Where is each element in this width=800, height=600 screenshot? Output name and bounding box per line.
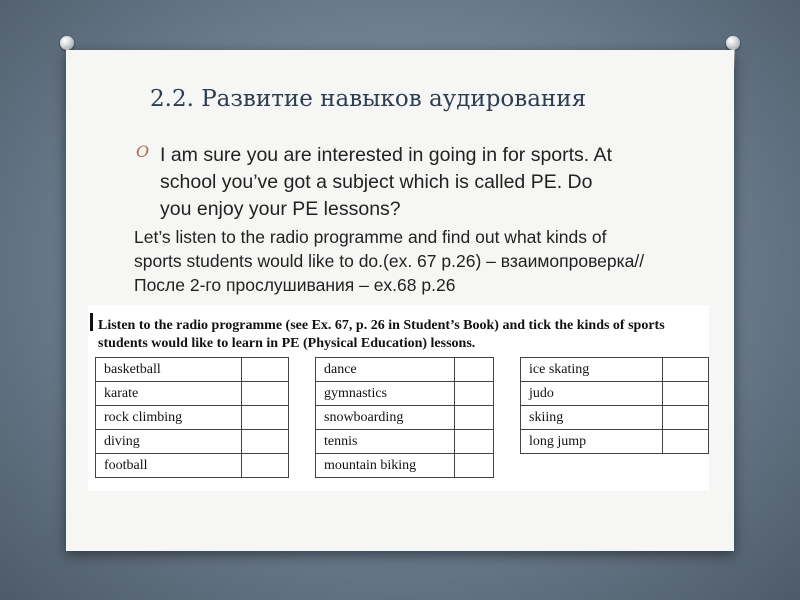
tick-box[interactable] [455, 406, 494, 430]
tick-box[interactable] [242, 382, 289, 406]
tick-box[interactable] [242, 430, 289, 454]
tick-box[interactable] [455, 382, 494, 406]
table-row [521, 430, 709, 454]
task-description: Let’s listen to the radio programme and find out what kinds of sports students would like to do.(ex. 67 p.26) – взаимопроверка// После 2-го прослушивания – ex.68 p.26 [134, 227, 645, 295]
exercise-scan [88, 305, 709, 491]
table-row [96, 358, 289, 382]
tick-box[interactable] [662, 358, 708, 382]
tick-box[interactable] [455, 430, 494, 454]
exercise-instruction: Listen to the radio programme (see Ex. 67, p. 26 in Student’s Book) and tick the kinds of sports students would like to learn in PE (Physical Education) lessons. [98, 318, 665, 351]
sport-name: basketball [96, 358, 242, 382]
sports-table-2 [315, 357, 494, 478]
sports-table-1 [95, 357, 289, 478]
table-row [316, 406, 494, 430]
sport-name: gymnastics [316, 382, 455, 406]
table-row [316, 358, 494, 382]
sport-name: ice skating [521, 358, 663, 382]
table-row [521, 382, 709, 406]
sport-name: snowboarding [316, 406, 455, 430]
table-row [316, 382, 494, 406]
table-row [316, 430, 494, 454]
bullet-text: I am sure you are interested in going in for sports. At school you’ve got a subject which is called PE. Do you enjoy your PE lessons? [160, 144, 612, 220]
sport-name: karate [96, 382, 242, 406]
sport-name: football [96, 454, 242, 478]
tick-box[interactable] [662, 406, 708, 430]
tick-box[interactable] [242, 406, 289, 430]
sport-name: diving [96, 430, 242, 454]
table-row [521, 406, 709, 430]
sport-name: skiing [521, 406, 663, 430]
sport-name: dance [316, 358, 455, 382]
tick-box[interactable] [242, 358, 289, 382]
tick-box[interactable] [662, 382, 708, 406]
table-row [316, 454, 494, 478]
slide-title: 2.2. Развитие навыков аудирования [150, 86, 587, 112]
tick-box[interactable] [455, 358, 494, 382]
table-row [96, 454, 289, 478]
sport-name: tennis [316, 430, 455, 454]
table-row [96, 382, 289, 406]
exercise-marker [90, 313, 93, 331]
sport-name: long jump [521, 430, 663, 454]
tick-box[interactable] [455, 454, 494, 478]
sports-table-3 [520, 357, 709, 454]
tick-box[interactable] [662, 430, 708, 454]
table-row [96, 406, 289, 430]
sport-name: judo [521, 382, 663, 406]
sport-name: mountain biking [316, 454, 455, 478]
table-row [96, 430, 289, 454]
bullet-marker: O [136, 142, 150, 161]
tick-box[interactable] [242, 454, 289, 478]
sport-name: rock climbing [96, 406, 242, 430]
table-row [521, 358, 709, 382]
